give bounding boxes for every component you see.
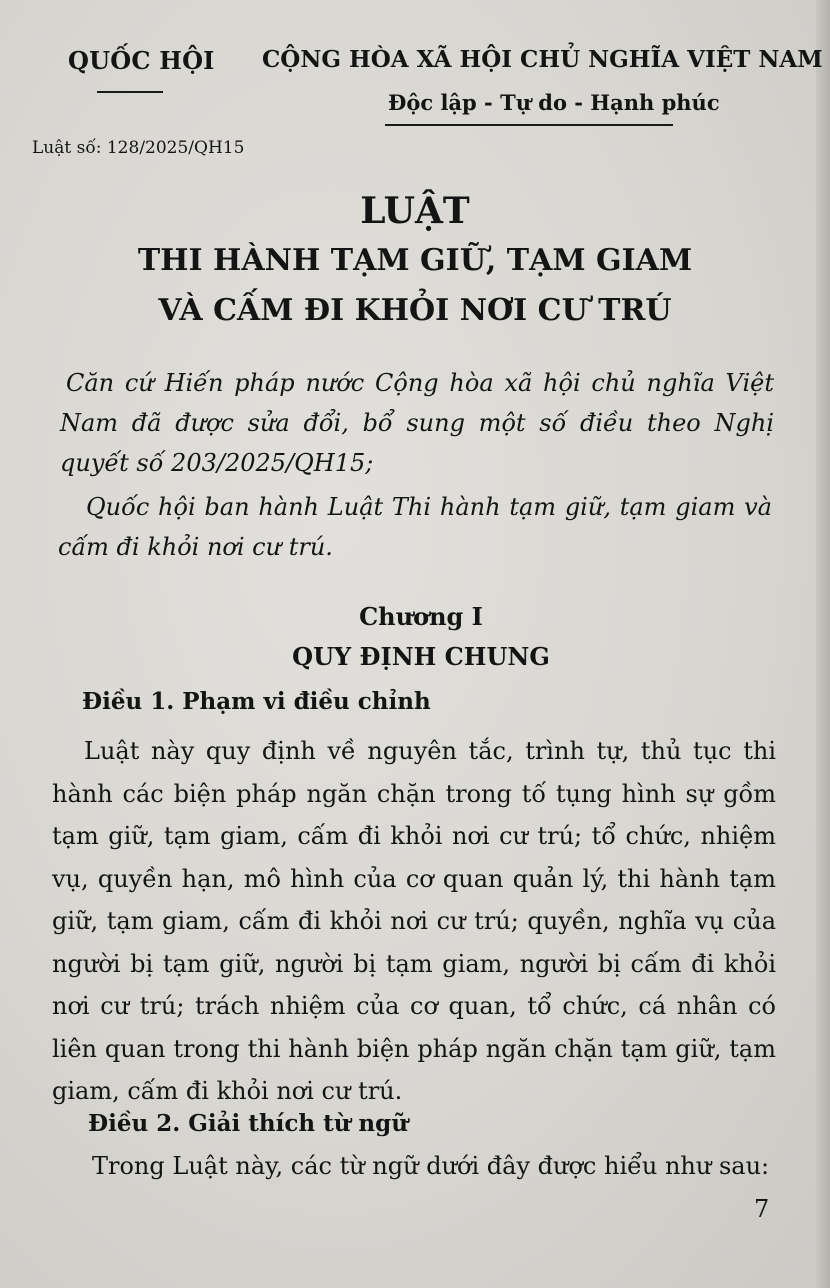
chapter-number: Chương I [359, 602, 483, 631]
page-number: 7 [754, 1195, 770, 1223]
article-2-body: Trong Luật này, các từ ngữ dưới đây được hiểu như sau: [92, 1152, 770, 1180]
article-1-body: Luật này quy định về nguyên tắc, trình tự, thủ tục thi hành các biện pháp ngăn chặn trong tố tụng hình sự gồm tạm giữ, tạm giam, cấm đi khỏi nơi cư trú; tổ chức, nhiệm vụ, quyền hạn, mô hình của cơ quan quản lý, thi hành tạm giữ, tạm giam, cấm đi khỏi nơi cư trú; quyền, nghĩa vụ của người bị tạm giữ, người bị tạm giam, người bị cấm đi khỏi nơi cư trú; trách nhiệm của cơ quan, tổ chức, cá nhân có liên quan trong thi hành biện pháp ngăn chặn tạm giữ, tạm giam, cấm đi khỏi nơi cư trú. [52, 737, 776, 1105]
national-title: CỘNG HÒA XÃ HỘI CHỦ NGHĨA VIỆT NAM [262, 46, 823, 73]
article-2-heading: Điều 2. Giải thích từ ngữ [88, 1110, 408, 1137]
law-title-line-1: THI HÀNH TẠM GIỮ, TẠM GIAM [137, 243, 693, 278]
motto-underline [385, 124, 673, 126]
chapter-title: QUY ĐỊNH CHUNG [292, 642, 550, 671]
preamble-basis: Căn cứ Hiến pháp nước Cộng hòa xã hội chủ nghĩa Việt Nam đã được sửa đổi, bổ sung một số điều theo Nghị quyết số 203/2025/QH15; [60, 369, 774, 477]
law-title-line-2: VÀ CẤM ĐI KHỎI NƠI CƯ TRÚ [158, 293, 672, 328]
preamble-enactment: Quốc hội ban hành Luật Thi hành tạm giữ, tạm giam và cấm đi khỏi nơi cư trú. [58, 493, 772, 561]
article-1-heading: Điều 1. Phạm vi điều chỉnh [82, 688, 431, 715]
issuing-agency: QUỐC HỘI [68, 46, 215, 75]
national-motto: Độc lập - Tự do - Hạnh phúc [388, 90, 720, 115]
agency-underline [97, 91, 163, 93]
document-type: LUẬT [360, 190, 470, 232]
law-number: Luật số: 128/2025/QH15 [32, 138, 245, 158]
